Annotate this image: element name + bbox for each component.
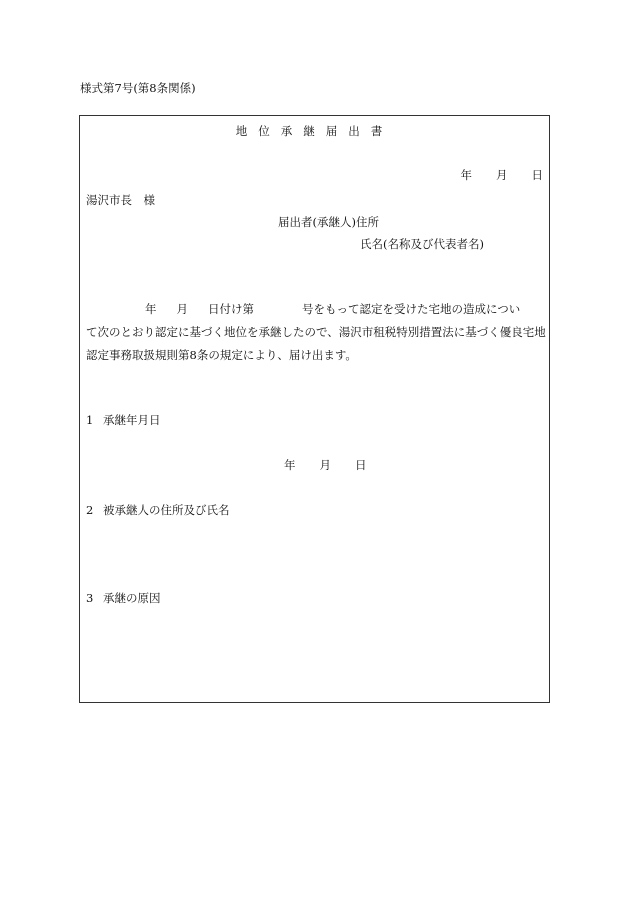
item-label: 承継年月日 [103,413,161,427]
body-line-1-text: 号をもって認定を受けた宅地の造成につい [302,302,521,316]
body-line-1 [86,298,546,321]
submitter-name-label: 氏名(名称及び代表者名) [360,237,484,251]
item-number: 2 [86,503,94,517]
submission-date [461,167,544,183]
body-date-prefix: 日付け第 [208,302,254,316]
succession-day-label: 日 [355,458,367,472]
date-month-label: 月 [496,168,508,182]
item-label: 承継の原因 [103,591,161,605]
item-number: 3 [86,591,94,605]
item-label: 被承継人の住所及び氏名 [103,503,230,517]
succession-date-fields [284,457,367,473]
body-paragraph [86,298,546,367]
date-day-label: 日 [531,168,543,182]
succession-month-label: 月 [319,458,331,472]
item-succession-date [86,412,161,428]
item-number: 1 [86,413,94,427]
item-cause [86,590,161,606]
body-line-3: 認定事務取扱規則第8条の規定により、届け出ます。 [86,348,357,362]
body-year-label: 年 [145,302,157,316]
body-line-2: て次のとおり認定に基づく地位を承継したので、湯沢市租税特別措置法に基づく優良宅地 [86,325,546,339]
date-year-label: 年 [460,168,472,182]
submitter-address-label: 届出者(承継人)住所 [278,215,379,229]
form-frame [79,115,550,703]
form-number: 様式第7号(第8条関係) [80,81,196,95]
succession-year-label: 年 [284,458,296,472]
form-title: 地位承継届出書 [235,124,394,138]
item-predecessor [86,502,230,518]
addressee: 湯沢市長 様 [86,193,155,207]
body-month-label: 月 [176,302,188,316]
